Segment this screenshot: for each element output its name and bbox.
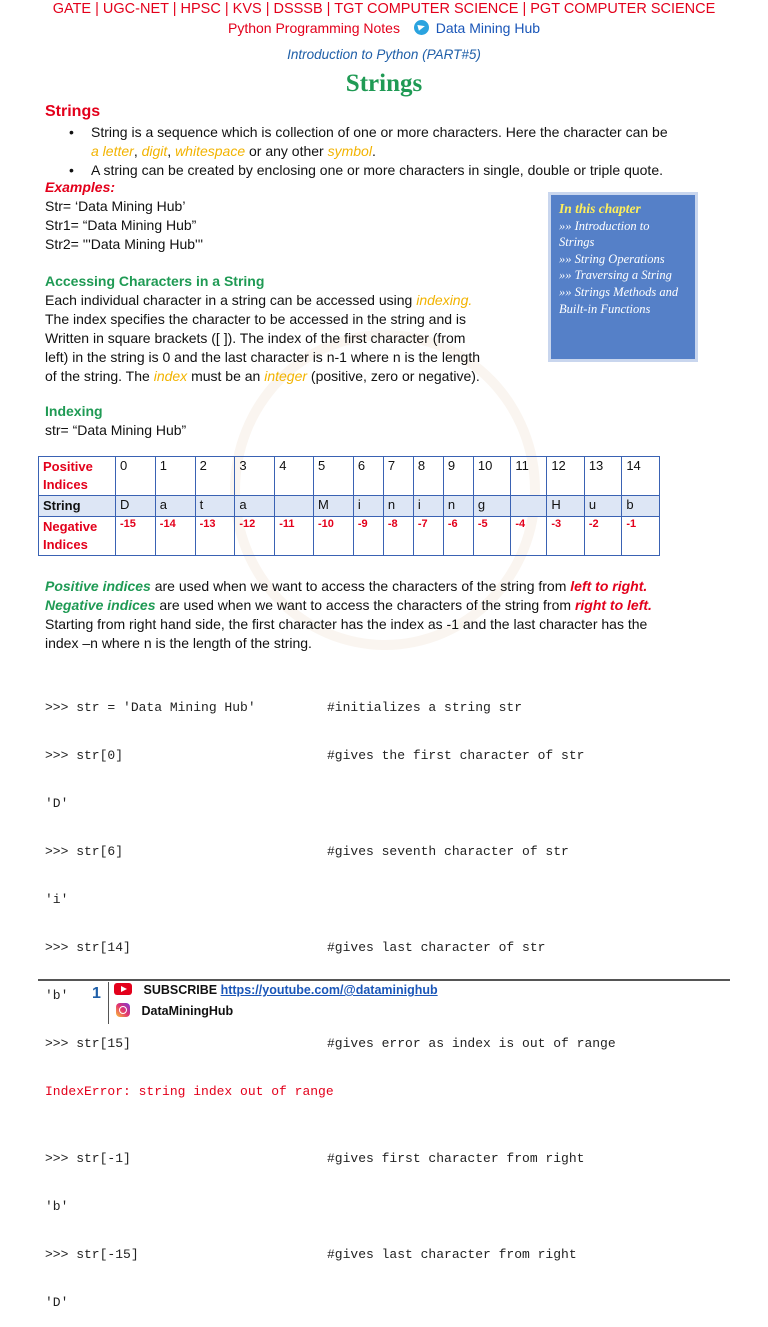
notes-title: Python Programming Notes [227,20,400,36]
code-line: 'b' [45,1199,69,1214]
pos-cell: 6 [353,457,383,496]
neg-cell: -8 [383,517,413,556]
char-cell: i [413,496,443,517]
indices-explanation: Positive indices are used when we want to access the characters of the string from left to right. Negative indices are used when we want to access the characters of the string from right to left. Starting from right hand side, the first character has the index as -1 and the last character has the index –n where n is the length of the string. [45,578,652,651]
pos-cell: 5 [314,457,354,496]
neg-cell: -6 [443,517,473,556]
pos-cell: 11 [511,457,547,496]
section-heading: Strings [45,103,101,120]
pos-cell: 7 [383,457,413,496]
accessing-heading: Accessing Characters in a String [45,273,265,289]
neg-cell: -12 [235,517,275,556]
char-cell: a [235,496,275,517]
instagram-handle[interactable]: DataMiningHub [141,1004,234,1018]
indexing-heading: Indexing [45,403,103,419]
char-cell: b [622,496,660,517]
brand-link[interactable]: Data Mining Hub [435,20,541,36]
youtube-icon[interactable] [114,983,132,995]
pos-cell: 8 [413,457,443,496]
chapter-item: »» Traversing a String [559,268,672,283]
bullet-list [45,123,735,180]
char-cell: n [443,496,473,517]
code-line: >>> str[6] #gives seventh character of str [45,844,569,859]
positive-row [39,457,660,496]
neg-cell: -1 [622,517,660,556]
instagram-line [116,1003,233,1018]
index-table [38,456,660,556]
pos-cell: 10 [473,457,511,496]
page-title: Strings [345,70,423,97]
page-number: 1 [92,985,101,1002]
neg-cell: -14 [155,517,195,556]
neg-cell: -11 [275,517,314,556]
example-line: Str= ‘Data Mining Hub’ [45,198,186,214]
example-line: Str1= “Data Mining Hub” [45,217,197,233]
examples-list [45,197,203,254]
footer-divider [38,979,730,981]
subtitle: Introduction to Python (PART#5) [287,47,481,62]
code-line: >>> str[0] #gives the first character of str [45,748,585,763]
code-block [45,668,616,1327]
pos-cell: 9 [443,457,473,496]
code-line: >>> str = 'Data Mining Hub' #initializes a string str [45,700,523,715]
positive-label: Positive Indices [39,457,116,496]
instagram-icon[interactable] [116,1003,130,1017]
code-line: >>> str[14] #gives last character of str [45,940,546,955]
subscribe-label: SUBSCRIBE [143,983,218,997]
footer-vertical-divider [108,982,109,1024]
neg-cell: -2 [584,517,622,556]
char-cell: n [383,496,413,517]
bullet-item: • String is a sequence which is collection of one or more characters. Here the character can be a letter, digit, whitespace or any other symbol. [45,123,735,161]
exam-list-header: GATE | UGC-NET | HPSC | KVS | DSSSB | TGT COMPUTER SCIENCE | PGT COMPUTER SCIENCE [52,1,716,17]
code-line: 'b' [45,988,69,1003]
string-row [39,496,660,517]
pos-cell: 2 [195,457,235,496]
char-cell: H [547,496,585,517]
pos-cell: 12 [547,457,585,496]
neg-cell: -3 [547,517,585,556]
char-cell: M [314,496,354,517]
pos-cell: 3 [235,457,275,496]
char-cell [511,496,547,517]
notes-header [0,18,768,38]
negative-row [39,517,660,556]
chapter-item: »» Introduction to Strings [559,218,650,250]
char-cell [275,496,314,517]
chapter-item: »» String Operations [559,251,665,266]
pos-cell: 4 [275,457,314,496]
neg-cell: -4 [511,517,547,556]
negative-label: Negative Indices [39,517,116,556]
examples-label: Examples: [45,179,116,195]
chapter-item: »» Strings Methods and Built-in Functions [559,284,679,316]
code-line: 'i' [45,892,69,907]
neg-cell: -9 [353,517,383,556]
example-line: Str2= '''Data Mining Hub''' [45,236,204,252]
bullet-item: • A string can be created by enclosing one or more characters in single, double or triple quote. [45,161,735,180]
code-line: >>> str[15] #gives error as index is out of range [45,1036,616,1051]
error-line: IndexError: string index out of range [45,1084,334,1099]
pos-cell: 13 [584,457,622,496]
chapter-title: In this chapter [559,201,641,216]
youtube-link[interactable]: https://youtube.com/@dataminighub [220,983,438,997]
char-cell: u [584,496,622,517]
char-cell: g [473,496,511,517]
char-cell: D [116,496,156,517]
accessing-paragraph: Each individual character in a string can be accessed using indexing. The index specifies the character to be accessed in the string and is Written in square brackets ([ ]). The index of the first character (from left) in the string is 0 and the last character is n-1 where n is the length of the string. The index must be an integer (positive, zero or negative). [45,292,481,384]
neg-cell: -15 [116,517,156,556]
char-cell: t [195,496,235,517]
code-line: >>> str[-15] #gives last character from right [45,1247,577,1262]
code-line: >>> str[-1] #gives first character from right [45,1151,585,1166]
neg-cell: -10 [314,517,354,556]
indexing-str: str= “Data Mining Hub” [45,422,187,438]
char-cell: i [353,496,383,517]
pos-cell: 0 [116,457,156,496]
code-line: 'D' [45,1295,69,1310]
code-line: 'D' [45,796,69,811]
pos-cell: 1 [155,457,195,496]
telegram-icon[interactable] [414,20,429,35]
subscribe-line [114,983,438,997]
neg-cell: -7 [413,517,443,556]
char-cell: a [155,496,195,517]
string-label: String [39,496,116,517]
chapter-box [548,192,698,362]
pos-cell: 14 [622,457,660,496]
neg-cell: -5 [473,517,511,556]
neg-cell: -13 [195,517,235,556]
